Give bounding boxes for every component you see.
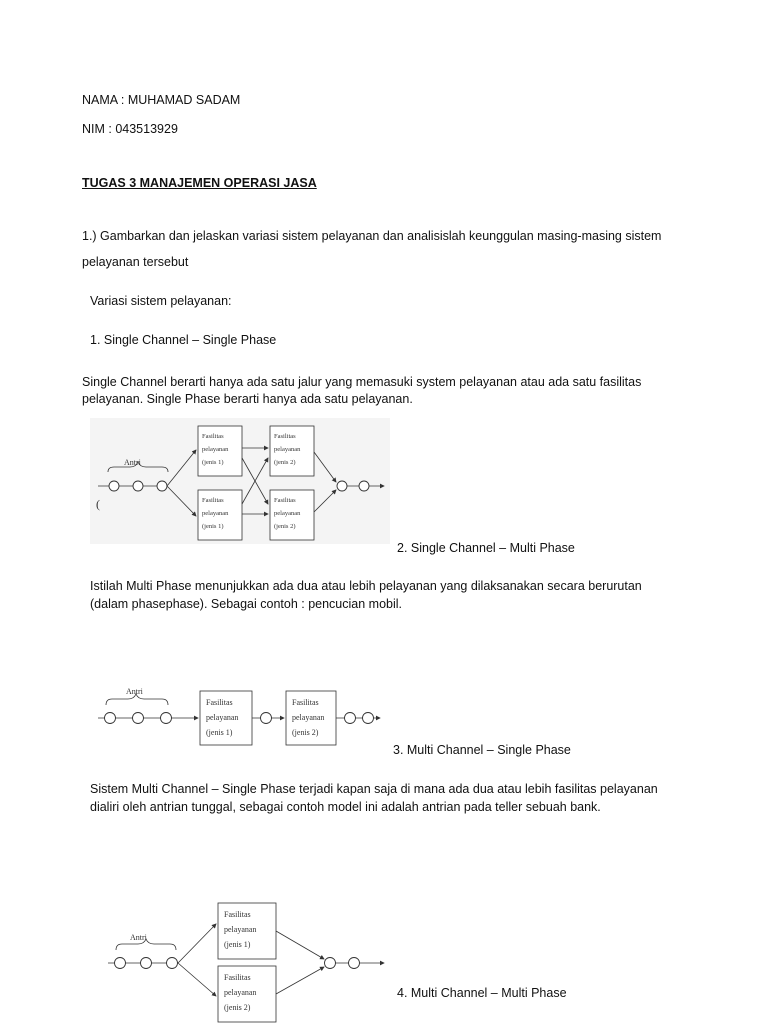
svg-text:(jenis 2): (jenis 2): [274, 523, 296, 530]
paren-mark: (: [96, 497, 100, 511]
svg-text:(jenis 1): (jenis 1): [202, 523, 224, 530]
svg-text:Fasilitas: Fasilitas: [224, 973, 251, 982]
section-2-desc-1: Istilah Multi Phase menunjukkan ada dua atau lebih pelayanan yang dilaksanakan secara berurutan: [90, 579, 642, 593]
queue-circle: [105, 713, 116, 724]
queue-circle: [109, 481, 119, 491]
queue-circle: [141, 958, 152, 969]
question-line-2: pelayanan tersebut: [82, 255, 189, 269]
section-3-desc-1: Sistem Multi Channel – Single Phase terjadi kapan saja di mana ada dua atau lebih fasilitas pelayanan: [90, 782, 658, 796]
exit-circle: [337, 481, 347, 491]
svg-text:pelayanan: pelayanan: [274, 510, 301, 517]
svg-text:pelayanan: pelayanan: [224, 925, 257, 934]
queue-circle: [115, 958, 126, 969]
queue-circle: [167, 958, 178, 969]
queue-circle: [161, 713, 172, 724]
diagram-single-channel-multi-phase: [94, 683, 386, 751]
svg-text:(jenis 2): (jenis 2): [224, 1003, 251, 1012]
section-3-desc-2: dialiri oleh antrian tunggal, sebagai contoh model ini adalah antrian pada teller sebuah bank.: [90, 800, 601, 814]
variasi-heading: Variasi sistem pelayanan:: [90, 294, 232, 308]
exit-circle: [349, 958, 360, 969]
svg-text:Fasilitas: Fasilitas: [274, 497, 296, 504]
exit-circle: [325, 958, 336, 969]
antri-label: Antri: [124, 458, 141, 467]
queue-circle: [157, 481, 167, 491]
section-2-desc-2: (dalam phasephase). Sebagai contoh : pencucian mobil.: [90, 597, 403, 611]
svg-text:pelayanan: pelayanan: [292, 713, 325, 722]
svg-text:Fasilitas: Fasilitas: [274, 433, 296, 440]
section-3-heading: 3. Multi Channel – Single Phase: [393, 743, 571, 757]
student-nim: NIM : 043513929: [82, 122, 178, 136]
exit-circle: [345, 713, 356, 724]
exit-circle: [359, 481, 369, 491]
svg-text:(jenis 2): (jenis 2): [274, 459, 296, 466]
assignment-title: TUGAS 3 MANAJEMEN OPERASI JASA: [82, 176, 317, 190]
antri-brace: [106, 694, 168, 705]
svg-text:Fasilitas: Fasilitas: [224, 910, 251, 919]
svg-text:pelayanan: pelayanan: [274, 446, 301, 453]
svg-text:(jenis 2): (jenis 2): [292, 728, 319, 737]
svg-text:pelayanan: pelayanan: [202, 446, 229, 453]
between-circle: [261, 713, 272, 724]
section-2-heading: 2. Single Channel – Multi Phase: [397, 541, 575, 555]
section-1-desc-2: pelayanan. Single Phase berarti hanya ada satu pelayanan.: [82, 392, 413, 406]
svg-text:pelayanan: pelayanan: [206, 713, 239, 722]
svg-text:(jenis 1): (jenis 1): [206, 728, 233, 737]
question-line-1: 1.) Gambarkan dan jelaskan variasi sistem pelayanan dan analisislah keunggulan masing-masing sistem: [82, 229, 662, 243]
antri-label: Antri: [130, 933, 147, 942]
section-4-heading: 4. Multi Channel – Multi Phase: [397, 986, 567, 1000]
section-1-desc-1: Single Channel berarti hanya ada satu jalur yang memasuki system pelayanan atau ada satu fasilitas: [82, 375, 642, 389]
diagram-multi-channel-single-phase: [108, 898, 388, 1024]
svg-text:pelayanan: pelayanan: [224, 988, 257, 997]
svg-text:Fasilitas: Fasilitas: [202, 497, 224, 504]
student-name: NAMA : MUHAMAD SADAM: [82, 93, 241, 107]
svg-text:Fasilitas: Fasilitas: [292, 698, 319, 707]
svg-text:Fasilitas: Fasilitas: [202, 433, 224, 440]
antri-label: Antri: [126, 687, 143, 696]
diagram-single-channel-multi-phase-parallel: [90, 418, 390, 544]
exit-circle: [363, 713, 374, 724]
section-1-heading: 1. Single Channel – Single Phase: [90, 333, 277, 347]
svg-text:Fasilitas: Fasilitas: [206, 698, 233, 707]
svg-text:(jenis 1): (jenis 1): [202, 459, 224, 466]
queue-circle: [133, 713, 144, 724]
svg-text:(jenis 1): (jenis 1): [224, 940, 251, 949]
svg-text:pelayanan: pelayanan: [202, 510, 229, 517]
queue-circle: [133, 481, 143, 491]
